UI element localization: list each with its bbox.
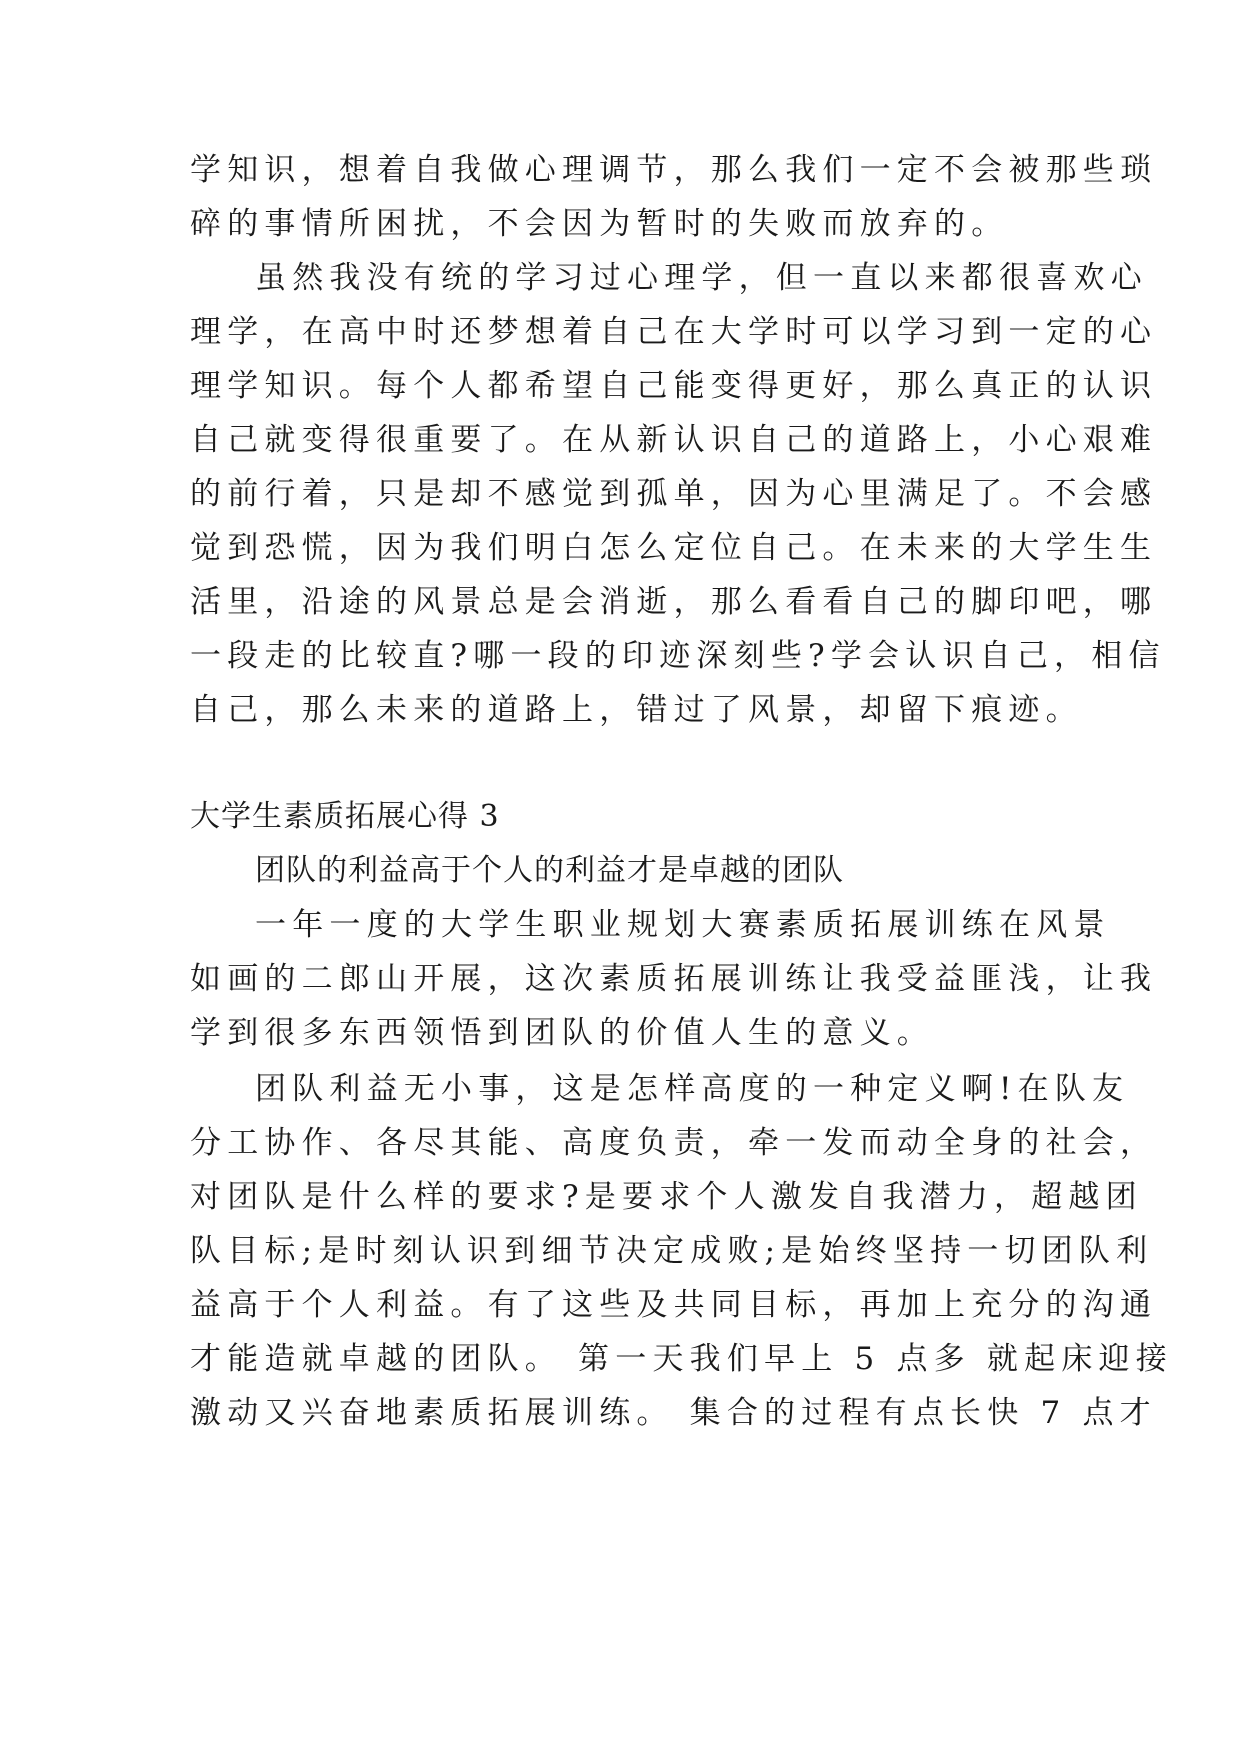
paragraph-line: 队目标;是时刻认识到细节决定成败;是始终坚持一切团队利 bbox=[190, 1233, 1154, 1269]
paragraph-line: 益高于个人利益。有了这些及共同目标，再加上充分的沟通 bbox=[190, 1287, 1158, 1323]
paragraph-line: 觉到恐慌，因为我们明白怎么定位自己。在未来的大学生生 bbox=[190, 530, 1158, 566]
paragraph-line: 才能造就卓越的团队。 第一天我们早上 5 点多 就起床迎接 bbox=[190, 1341, 1173, 1377]
section-heading: 大学生素质拓展心得 3 bbox=[190, 799, 500, 834]
paragraph-line: 分工协作、各尽其能、高度负责，牵一发而动全身的社会， bbox=[190, 1125, 1158, 1161]
paragraph-line: 自己，那么未来的道路上，错过了风景，却留下痕迹。 bbox=[190, 692, 1083, 728]
paragraph-line: 对团队是什么样的要求?是要求个人激发自我潜力，超越团 bbox=[190, 1179, 1143, 1215]
paragraph-line: 学知识，想着自我做心理调节，那么我们一定不会被那些琐 bbox=[190, 152, 1158, 188]
paragraph-line: 的前行着，只是却不感觉到孤单，因为心里满足了。不会感 bbox=[190, 476, 1158, 512]
section-subheading: 团队的利益高于个人的利益才是卓越的团队 bbox=[255, 853, 844, 888]
paragraph-line: 理学，在高中时还梦想着自己在大学时可以学习到一定的心 bbox=[190, 314, 1158, 350]
paragraph-line: 自己就变得很重要了。在从新认识自己的道路上，小心艰难 bbox=[190, 422, 1158, 458]
paragraph-line: 一年一度的大学生职业规划大赛素质拓展训练在风景 bbox=[255, 907, 1111, 943]
paragraph-line: 活里，沿途的风景总是会消逝，那么看看自己的脚印吧，哪 bbox=[190, 584, 1158, 620]
paragraph-line: 团队利益无小事，这是怎样高度的一种定义啊!在队友 bbox=[255, 1071, 1130, 1107]
paragraph-line: 一段走的比较直?哪一段的印迹深刻些?学会认识自己，相信 bbox=[190, 638, 1166, 674]
paragraph-line: 激动又兴奋地素质拓展训练。 集合的过程有点长快 7 点才 bbox=[190, 1395, 1157, 1431]
paragraph-line: 虽然我没有统的学习过心理学，但一直以来都很喜欢心 bbox=[255, 260, 1148, 296]
paragraph-line: 学到很多东西领悟到团队的价值人生的意义。 bbox=[190, 1015, 934, 1051]
paragraph-line: 如画的二郎山开展，这次素质拓展训练让我受益匪浅，让我 bbox=[190, 961, 1158, 997]
paragraph-line: 碎的事情所困扰，不会因为暂时的失败而放弃的。 bbox=[190, 206, 1009, 242]
paragraph-line: 理学知识。每个人都希望自己能变得更好，那么真正的认识 bbox=[190, 368, 1158, 404]
